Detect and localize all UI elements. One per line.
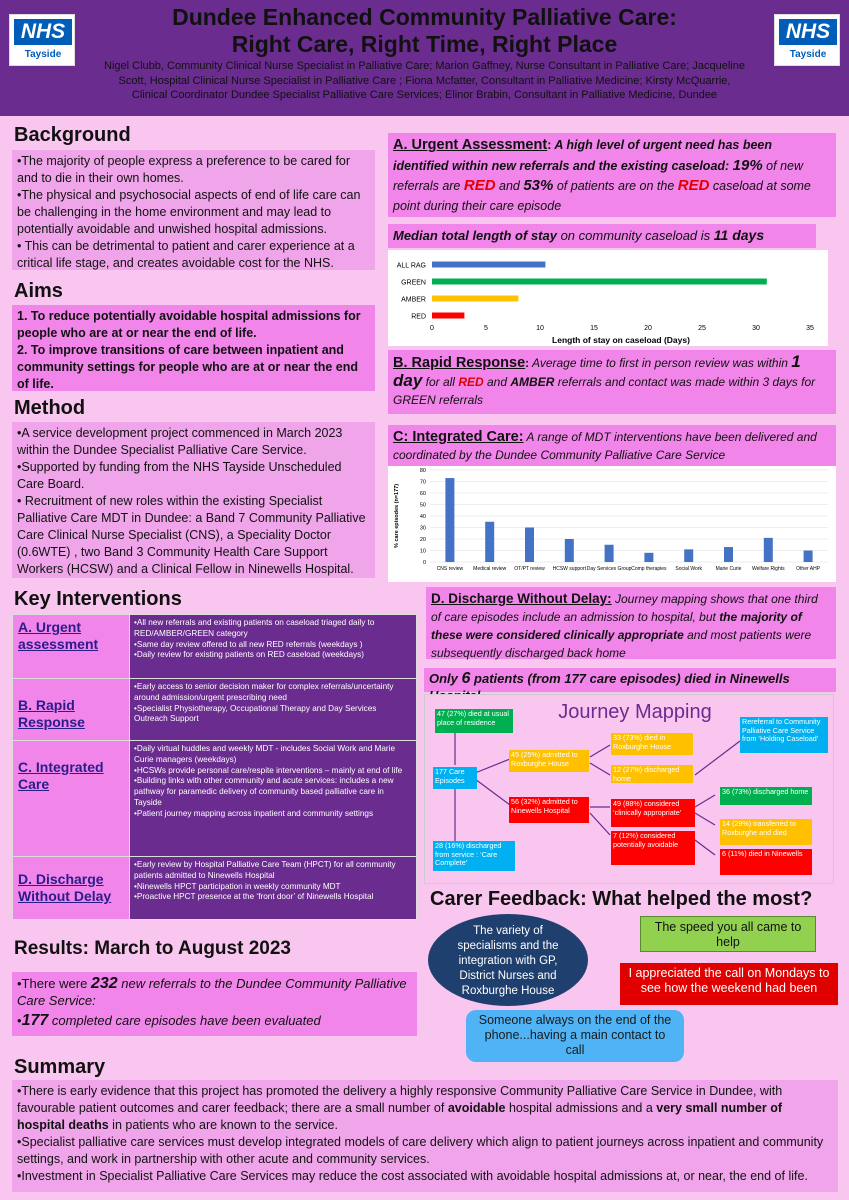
summary-p1-b: avoidable xyxy=(447,1101,506,1115)
journey-node: 6 (11%) died in Ninewells xyxy=(720,849,812,875)
ki-row xyxy=(13,679,416,741)
results-p1 xyxy=(17,975,412,1009)
chart-tick-label: 20 xyxy=(419,537,426,543)
chart-y-axis-label: % care episodes (n=177) xyxy=(394,483,400,549)
ki-body xyxy=(130,679,416,740)
title-line-2: Right Care, Right Time, Right Place xyxy=(231,31,618,57)
summary-heading: Summary xyxy=(14,1056,106,1078)
results-p2-b: completed care episodes have been evaluated xyxy=(48,1013,321,1028)
chart-bar xyxy=(432,279,767,285)
chart-category-label: AMBER xyxy=(401,296,426,304)
ki-item: •Patient journey mapping across inpatient and community settings xyxy=(134,808,374,818)
ki-item: •Ninewells HPCT participation in weekly community MDT xyxy=(134,881,341,891)
chart-tick-label: 10 xyxy=(419,548,426,555)
urgent-t4: of patients are on the xyxy=(553,179,678,193)
length-of-stay-chart xyxy=(388,250,828,346)
chart-category-label: Comp therapies xyxy=(631,566,667,572)
results-p2 xyxy=(17,1012,412,1029)
ki-label: B. Rapid Response xyxy=(13,679,130,740)
summary-p1-a: •There is early evidence that this project has promoted the delivery a highly responsive Community Palliative Care Service in Dundee, with favourable patient outcomes and carer feedback; there are a small number of xyxy=(17,1084,783,1115)
rapid-t1: Average time to first in person review was within xyxy=(529,356,792,370)
journey-node: 28 (16%) discharged from service : ‘Care Complete’ xyxy=(433,841,515,871)
chart-bar xyxy=(565,539,574,562)
urgent-colon: : xyxy=(547,138,552,152)
chart-category-label: Social Work xyxy=(675,566,702,572)
ki-label: D. Discharge Without Delay xyxy=(13,857,130,919)
integrated-care-box xyxy=(388,425,836,467)
chart-bar xyxy=(804,551,813,563)
chart-bar xyxy=(525,528,534,563)
los-text: Median total length of stay xyxy=(393,228,557,243)
journey-node: 47 (27%) died at usual place of residence xyxy=(435,709,513,733)
background-p2: •The physical and psychosocial aspects of end of life care can be challenging in the home environment and may lead to potentially avoidable and unwished hospital admissions. xyxy=(17,188,361,236)
results-p1-a: •There were xyxy=(17,976,91,991)
title-line-1: Dundee Enhanced Community Palliative Care: xyxy=(172,4,677,30)
chart-tick-label: 5 xyxy=(484,325,488,332)
ki-body xyxy=(130,615,416,678)
integrated-title: C: Integrated Care: xyxy=(393,429,524,445)
journey-title: Journey Mapping xyxy=(558,701,712,723)
chart-bar xyxy=(764,538,773,562)
ki-body xyxy=(130,741,416,856)
chart-bar xyxy=(432,262,545,268)
journey-node: 177 Care Episodes xyxy=(433,767,477,789)
urgent-t2: of new referrals are xyxy=(393,158,804,193)
deaths-count: 6 xyxy=(461,670,471,687)
summary-box xyxy=(12,1080,838,1192)
background-heading: Background xyxy=(14,124,131,146)
chart-tick-label: 30 xyxy=(752,325,760,332)
rapid-value: 1 day xyxy=(393,352,801,390)
length-of-stay-box xyxy=(388,224,816,248)
deaths-t1: Only xyxy=(429,671,462,686)
feedback-bubble-4: Someone always on the end of the phone...having a main contact to call xyxy=(466,1010,684,1062)
ki-item: •Same day review offered to all new RED referrals (weekdays ) xyxy=(134,639,363,649)
chart-category-label: Welfare Rights xyxy=(751,566,785,572)
chart-category-label: CNS review xyxy=(436,566,464,572)
rapid-red: RED xyxy=(458,375,484,389)
deaths-t2: patients (from 177 care episodes) died in Ninewells xyxy=(474,671,790,686)
chart-category-label: Day Services Group xyxy=(586,566,632,572)
key-interventions-heading: Key Interventions xyxy=(14,588,182,610)
ki-item: •Proactive HPCT presence at the ‘front door’ of Ninewells Hospital xyxy=(134,892,374,902)
rapid-response-box xyxy=(388,350,836,414)
ki-item: •Early review by Hospital Palliative Care Team (HPCT) for all community patients admitted to Ninewells Hospital xyxy=(134,860,396,880)
chart-category-label: Other AHP xyxy=(796,566,821,572)
journey-node: 49 (88%) considered ‘clinically appropriate’ xyxy=(611,799,695,827)
journey-map xyxy=(424,694,834,884)
ki-row xyxy=(13,741,416,857)
chart-category-label: Marie Curie xyxy=(715,566,742,572)
ki-body xyxy=(130,857,416,919)
results-box xyxy=(12,972,417,1036)
chart-tick-label: 35 xyxy=(806,325,814,332)
rapid-t3: and xyxy=(483,375,511,389)
urgent-assessment-box xyxy=(388,133,836,217)
chart-category-label: GREEN xyxy=(401,279,426,287)
ki-item: •Building links with other community and acute services: includes a new pathway for paramedic delivery of community based palliative care in Tayside xyxy=(134,776,394,807)
journey-node: Rereferral to Community Palliative Care Service from ‘Holding Caseload’ xyxy=(740,717,828,753)
journey-node: 7 (12%) considered potentially avoidable xyxy=(611,831,695,865)
nhs-logo-region: Tayside xyxy=(24,49,62,60)
journey-node: 56 (32%) admitted to Ninewells Hospital xyxy=(509,797,589,823)
chart-bar xyxy=(644,553,653,562)
journey-node: 14 (29%) transferred to Roxburghe and died xyxy=(720,819,812,845)
chart-bar xyxy=(724,547,733,562)
method-p1: •A service development project commenced in March 2023 within the Dundee Specialist Palliative Care Service. xyxy=(17,426,343,457)
ki-item: •Daily review for existing patients on RED caseload (weekdays) xyxy=(134,650,364,660)
chart-tick-label: 20 xyxy=(644,325,652,332)
results-p1-b: new referrals to the Dundee Community Palliative Care Service: xyxy=(17,976,407,1008)
discharge-title: D. Discharge Without Delay: xyxy=(431,591,612,606)
chart-category-label: RED xyxy=(411,313,426,321)
summary-p3: •Investment in Specialist Palliative Care Services may reduce the cost associated with avoidable hospital admissions at, or near, the end of life. xyxy=(17,1169,808,1183)
urgent-t5: caseload at some point during their care episode xyxy=(393,179,811,213)
ki-item: •All new referrals and existing patients on caseload triaged daily to RED/AMBER/GREEN category xyxy=(134,618,375,638)
urgent-pct-red-referrals: 19% xyxy=(732,156,763,174)
discharge-t2: and most patients were subsequently discharged back home xyxy=(431,628,812,660)
chart-bar xyxy=(432,296,518,302)
chart-tick-label: 50 xyxy=(419,502,426,509)
los-value: 11 days xyxy=(713,227,765,243)
chart-tick-label: 0 xyxy=(422,560,426,566)
urgent-red-2: RED xyxy=(677,177,710,194)
discharge-b1: the majority of these were considered clinically appropriate xyxy=(431,610,802,642)
ki-row xyxy=(13,615,416,679)
summary-p1-d: very small number of hospital deaths xyxy=(17,1101,783,1132)
results-episodes-count: 177 xyxy=(21,1012,49,1029)
integrated-t1: A range of MDT interventions have been delivered and coordinated by the Dundee Community Palliative Care Service xyxy=(393,430,817,462)
journey-node: 45 (25%) admitted to Roxburghe House xyxy=(509,750,589,772)
chart-bar xyxy=(485,522,494,562)
rapid-title: B. Rapid Response xyxy=(393,355,526,371)
chart-bar xyxy=(605,545,614,562)
summary-p1-e: in patients who are known to the service. xyxy=(108,1118,338,1132)
urgent-t3: and xyxy=(495,179,524,193)
ki-item: •Early access to senior decision maker for complex referrals/uncertainty around admission/urgent prescribing need xyxy=(134,682,394,702)
background-p1: •The majority of people express a preference to be cared for and to die in their own homes. xyxy=(17,154,351,185)
results-p2-a: • xyxy=(17,1013,22,1028)
carer-feedback-heading: Carer Feedback: What helped the most? xyxy=(430,888,813,910)
urgent-t1: A high level of urgent need has been identified within new referrals and the existing caseload: xyxy=(393,138,772,173)
ki-item: •HCSWs provide personal care/respite interventions – mainly at end of life xyxy=(134,765,403,775)
nhs-logo-text: NHS xyxy=(779,19,837,45)
chart-category-label: ALL RAG xyxy=(396,262,426,270)
results-heading: Results: March to August 2023 xyxy=(14,938,291,959)
nhs-logo-left xyxy=(9,14,75,66)
background-box xyxy=(12,150,375,270)
urgent-pct-red-caseload: 53% xyxy=(523,177,554,194)
aims-box xyxy=(12,305,375,391)
urgent-title: A. Urgent Assessment xyxy=(393,137,548,153)
ki-item: •Specialist Physiotherapy, Occupational Therapy and Day Services Outreach Support xyxy=(134,703,377,724)
rapid-amber: AMBER xyxy=(510,375,555,389)
journey-node: 33 (73%) died in Roxburghe House xyxy=(611,733,693,755)
background-p3: • This can be detrimental to patient and carer experience at a critical life stage, and creates avoidable cost for the NHS. xyxy=(17,239,355,270)
feedback-bubble-1: The variety of specialisms and the integration with GP, District Nurses and Roxburghe House xyxy=(428,914,588,1006)
nhs-logo-text: NHS xyxy=(14,19,72,45)
chart-bar xyxy=(445,478,454,562)
chart-tick-label: 30 xyxy=(419,525,426,532)
deaths-box xyxy=(424,668,836,692)
chart-x-axis-label: Length of stay on caseload (Days) xyxy=(552,335,690,345)
chart-tick-label: 0 xyxy=(430,325,434,332)
chart-tick-label: 25 xyxy=(698,325,706,332)
method-heading: Method xyxy=(14,397,86,419)
mdt-interventions-chart xyxy=(388,466,836,582)
nhs-logo-right xyxy=(774,14,840,66)
chart-tick-label: 70 xyxy=(419,479,426,486)
nhs-logo-region: Tayside xyxy=(789,49,827,60)
method-box xyxy=(12,422,375,578)
method-p2: •Supported by funding from the NHS Tayside Unscheduled Care Board. xyxy=(17,460,342,491)
summary-p1-c: hospital admissions and a xyxy=(505,1101,657,1115)
method-p3: • Recruitment of new roles within the existing Specialist Palliative Care MDT in Dundee: a Band 7 Community Palliative Care Clinical Nurse Specialist (CNS), a Speciality Doctor (0.6WTE) , two Band 3 Community Health Care Support Workers (HCSW) and a Clinical Fellow in Ninewells Hospital. xyxy=(17,494,366,576)
ki-label: A. Urgent assessment xyxy=(13,615,130,678)
rapid-t4: referrals and contact was made within 3 days for GREEN referrals xyxy=(393,375,816,407)
results-referrals-count: 232 xyxy=(90,975,118,992)
aims-p1: 1. To reduce potentially avoidable hospital admissions for people who are at or near the end of life. xyxy=(17,309,361,340)
ki-item: •Daily virtual huddles and weekly MDT - includes Social Work and Marie Curie managers (weekdays) xyxy=(134,744,396,764)
chart-category-label: HCSW support xyxy=(552,566,586,572)
chart-category-label: OT/PT review xyxy=(514,566,545,572)
summary-p2: •Specialist palliative care services must develop integrated models of care delivery which align to patient journeys across inpatient and community settings, and work in partnership with other acute and community services. xyxy=(17,1135,824,1166)
rapid-t2: for all xyxy=(422,375,459,389)
los-text2: on community caseload is xyxy=(556,228,714,243)
ki-row xyxy=(13,857,416,919)
key-interventions-table xyxy=(12,614,417,920)
rapid-colon: : xyxy=(525,356,530,370)
aims-p2: 2. To improve transitions of care between inpatient and community settings for people who are at or near the end of life. xyxy=(17,343,359,391)
feedback-bubble-2: The speed you all came to help xyxy=(640,916,816,952)
urgent-red-1: RED xyxy=(463,177,496,194)
chart-tick-label: 40 xyxy=(419,514,426,520)
discharge-box xyxy=(426,587,836,659)
chart-bar xyxy=(432,313,464,319)
chart-tick-label: 80 xyxy=(419,468,426,474)
feedback-bubble-3: I appreciated the call on Mondays to see how the weekend had been xyxy=(620,963,838,1005)
summary-p1 xyxy=(17,1083,833,1134)
discharge-t1: Journey mapping shows that one third of care episodes include an admission to hospital, but xyxy=(431,592,818,624)
poster-title xyxy=(100,4,749,58)
chart-background xyxy=(388,466,836,582)
chart-tick-label: 60 xyxy=(419,491,426,497)
authors: Nigel Clubb, Community Clinical Nurse Specialist in Palliative Care; Marion Gaffney, Nurse Consultant in Palliative Care; Jacqueline Scott, Hospital Clinical Nurse Specialist in Palliative Care ; Fiona Mcfatter, Consultant in Palliative Medicine; Kirsty McQuarrie, Clinical Coordinator Dundee Specialist Palliative Care Services; Elinor Brabin, Consultant in Palliative Medicine, Dundee xyxy=(104,60,745,101)
journey-node: 36 (73%) discharged home xyxy=(720,787,812,805)
ki-label: C. Integrated Care xyxy=(13,741,130,856)
chart-bar xyxy=(684,549,693,562)
chart-tick-label: 10 xyxy=(536,325,544,332)
aims-heading: Aims xyxy=(14,280,63,302)
journey-node: 12 (27%) discharged home xyxy=(611,765,693,783)
chart-category-label: Medical review xyxy=(473,566,507,572)
chart-tick-label: 15 xyxy=(590,325,598,332)
